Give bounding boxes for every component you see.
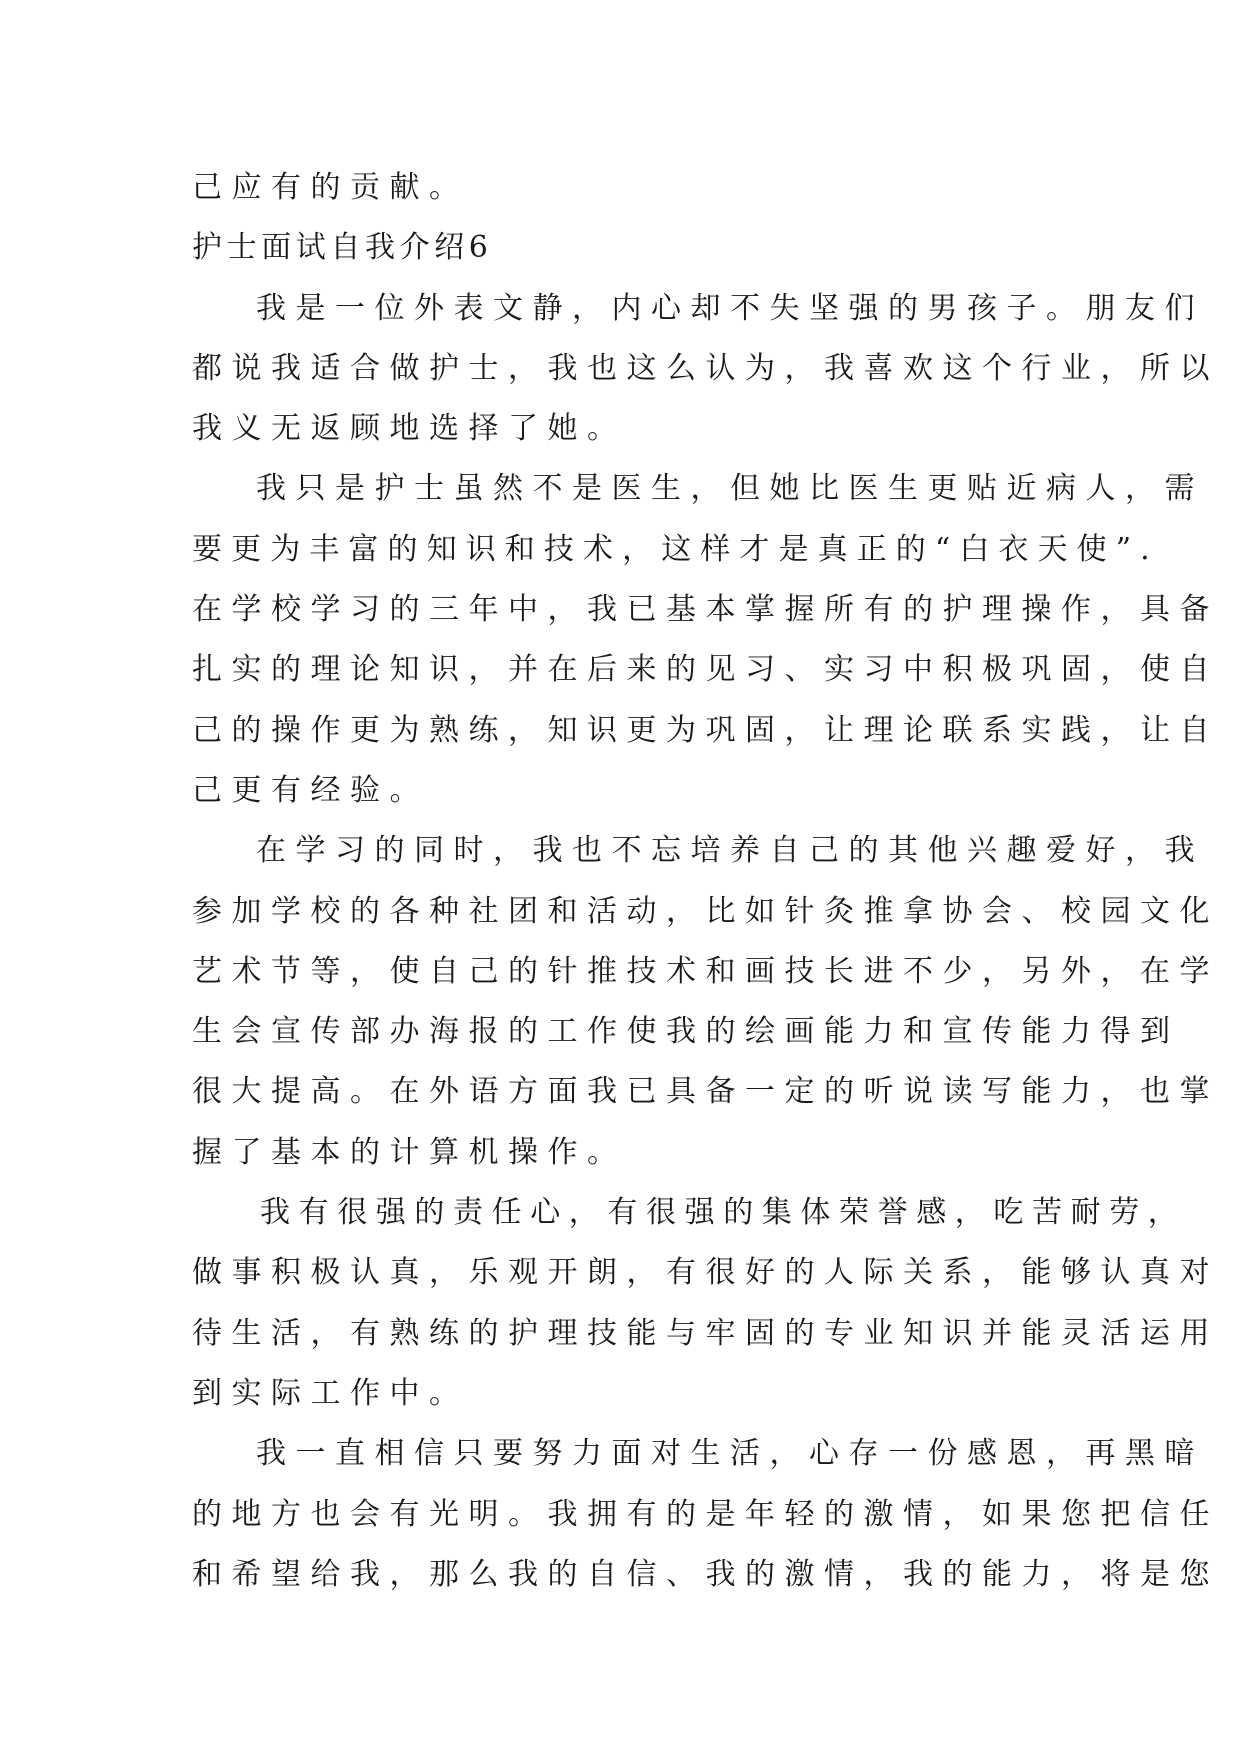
- text-line: 做事积极认真，乐观开朗，有很好的人际关系，能够认真对: [192, 1255, 1219, 1291]
- text-line: 参加学校的各种社团和活动，比如针灸推拿协会、校园文化: [192, 893, 1219, 929]
- text-line: 我义无返顾地选择了她。: [192, 411, 627, 447]
- paragraph-3: [192, 821, 1219, 1183]
- text-line: 己的操作更为熟练，知识更为巩固，让理论联系实践，让自: [192, 712, 1219, 748]
- text-line: 我只是护士虽然不是医生，但她比医生更贴近病人，需: [256, 471, 1204, 507]
- document-body: [192, 158, 1219, 1605]
- text-line: 到实际工作中。: [192, 1375, 469, 1411]
- paragraph-2: [192, 459, 1219, 821]
- text-line: 己更有经验。: [192, 772, 429, 808]
- continued-text-line: 己应有的贡献。: [192, 170, 469, 205]
- text-line: 都说我适合做护士，我也这么认为，我喜欢这个行业，所以: [192, 350, 1219, 386]
- text-line: 我是一位外表文静，内心却不失坚强的男孩子。朋友们: [256, 290, 1204, 326]
- text-line: 扎实的理论知识，并在后来的见习、实习中积极巩固，使自: [192, 652, 1219, 688]
- text-line: 我一直相信只要努力面对生活，心存一份感恩，再黑暗: [256, 1436, 1204, 1472]
- text-line: 和希望给我，那么我的自信、我的激情，我的能力，将是您: [192, 1556, 1219, 1592]
- section-heading: 护士面试自我介绍6: [192, 230, 493, 266]
- text-line: 握了基本的计算机操作。: [192, 1134, 627, 1170]
- text-line: 待生活，有熟练的护理技能与牢固的专业知识并能灵活运用: [192, 1315, 1219, 1351]
- text-line: 很大提高。在外语方面我已具备一定的听说读写能力，也掌: [192, 1074, 1219, 1110]
- text-line: 的地方也会有光明。我拥有的是年轻的激情，如果您把信任: [192, 1496, 1219, 1532]
- text-line: 在学校学习的三年中，我已基本掌握所有的护理操作，具备: [192, 592, 1219, 628]
- text-line: 艺术节等，使自己的针推技术和画技长进不少，另外，在学: [192, 953, 1219, 989]
- paragraph-4: [192, 1183, 1219, 1424]
- text-line: 生会宣传部办海报的工作使我的绘画能力和宣传能力得到: [192, 1014, 1180, 1050]
- paragraph-5: [192, 1424, 1219, 1605]
- text-line: 在学习的同时，我也不忘培养自己的其他兴趣爱好，我: [256, 833, 1204, 869]
- text-line: 我有很强的责任心，有很强的集体荣誉感，吃苦耐劳，: [260, 1195, 1187, 1231]
- text-line: 要更为丰富的知识和技术，这样才是真正的“白衣天使”.: [192, 531, 1159, 567]
- paragraph-1: [192, 279, 1219, 460]
